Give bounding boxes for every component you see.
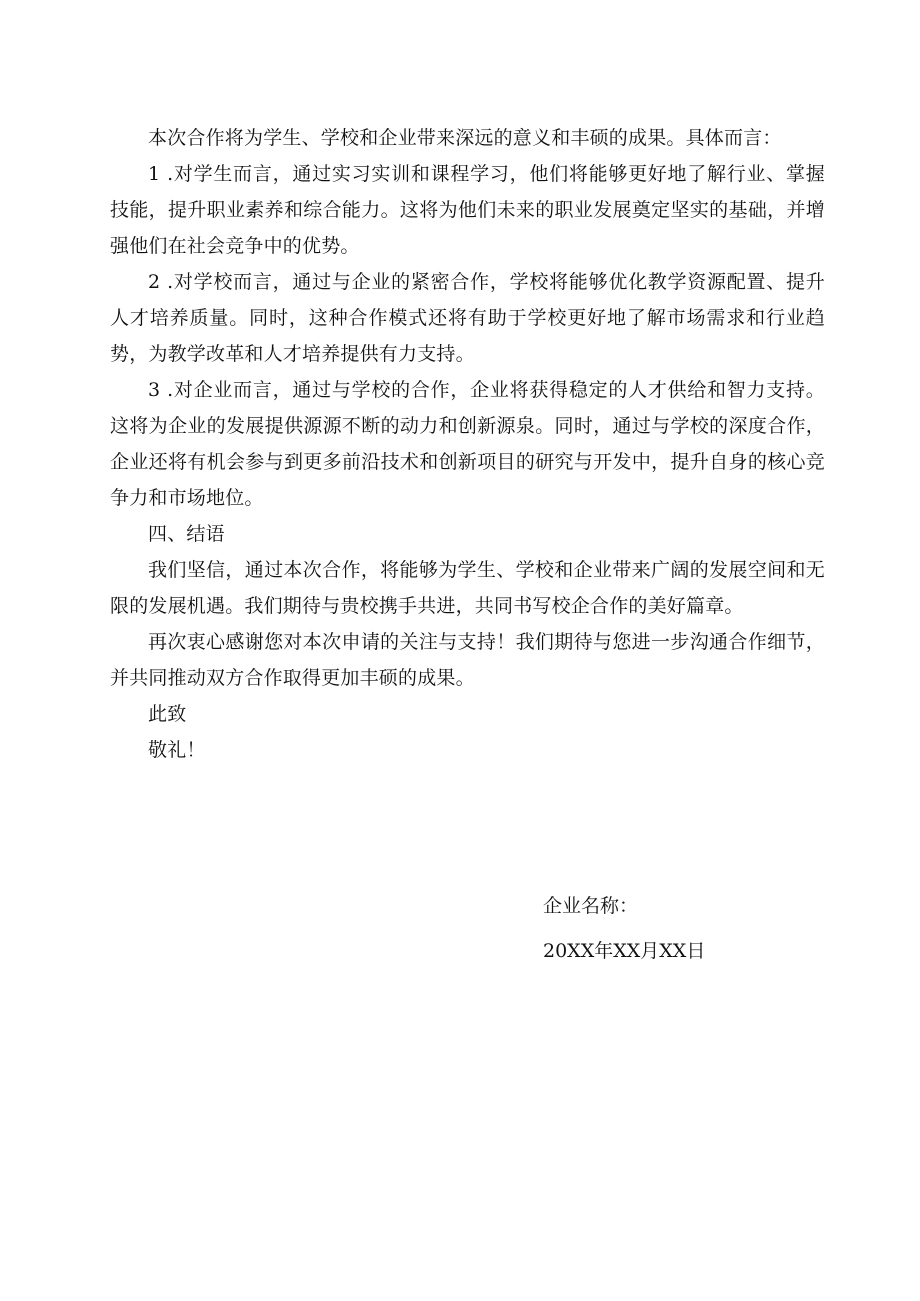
letter-body bbox=[110, 120, 825, 768]
conclusion-heading: 四、结语 bbox=[148, 523, 225, 545]
closing-regards: 敬礼！ bbox=[148, 739, 206, 761]
student-benefit-paragraph: 1 .对学生而言，通过实习实训和课程学习，他们将能够更好地了解行业、掌握技能，提升职业素养和综合能力。这将为他们未来的职业发展奠定坚实的基础，并增强他们在社会竞争中的优势。 bbox=[110, 163, 825, 257]
company-name-label: 企业名称： bbox=[543, 895, 639, 917]
conclusion-paragraph: 我们坚信，通过本次合作，将能够为学生、学校和企业带来广阔的发展空间和无限的发展机遇。我们期待与贵校携手共进，共同书写校企合作的美好篇章。 bbox=[110, 559, 825, 617]
thanks-paragraph: 再次衷心感谢您对本次申请的关注与支持！我们期待与您进一步沟通合作细节，并共同推动双方合作取得更加丰硕的成果。 bbox=[110, 631, 825, 689]
intro-paragraph: 本次合作将为学生、学校和企业带来深远的意义和丰硕的成果。具体而言： bbox=[148, 127, 782, 149]
school-benefit-paragraph: 2 .对学校而言，通过与企业的紧密合作，学校将能够优化教学资源配置、提升人才培养质量。同时，这种合作模式还将有助于学校更好地了解市场需求和行业趋势，为教学改革和人才培养提供有力支持。 bbox=[110, 271, 825, 365]
signature-block bbox=[543, 884, 843, 974]
signature-date: 20XX年XX月XX日 bbox=[543, 940, 706, 962]
closing-salutation: 此致 bbox=[148, 703, 187, 725]
enterprise-benefit-paragraph: 3 .对企业而言，通过与学校的合作，企业将获得稳定的人才供给和智力支持。这将为企业的发展提供源源不断的动力和创新源泉。同时，通过与学校的深度合作，企业还将有机会参与到更多前沿技术和创新项目的研究与开发中，提升自身的核心竞争力和市场地位。 bbox=[110, 379, 825, 509]
